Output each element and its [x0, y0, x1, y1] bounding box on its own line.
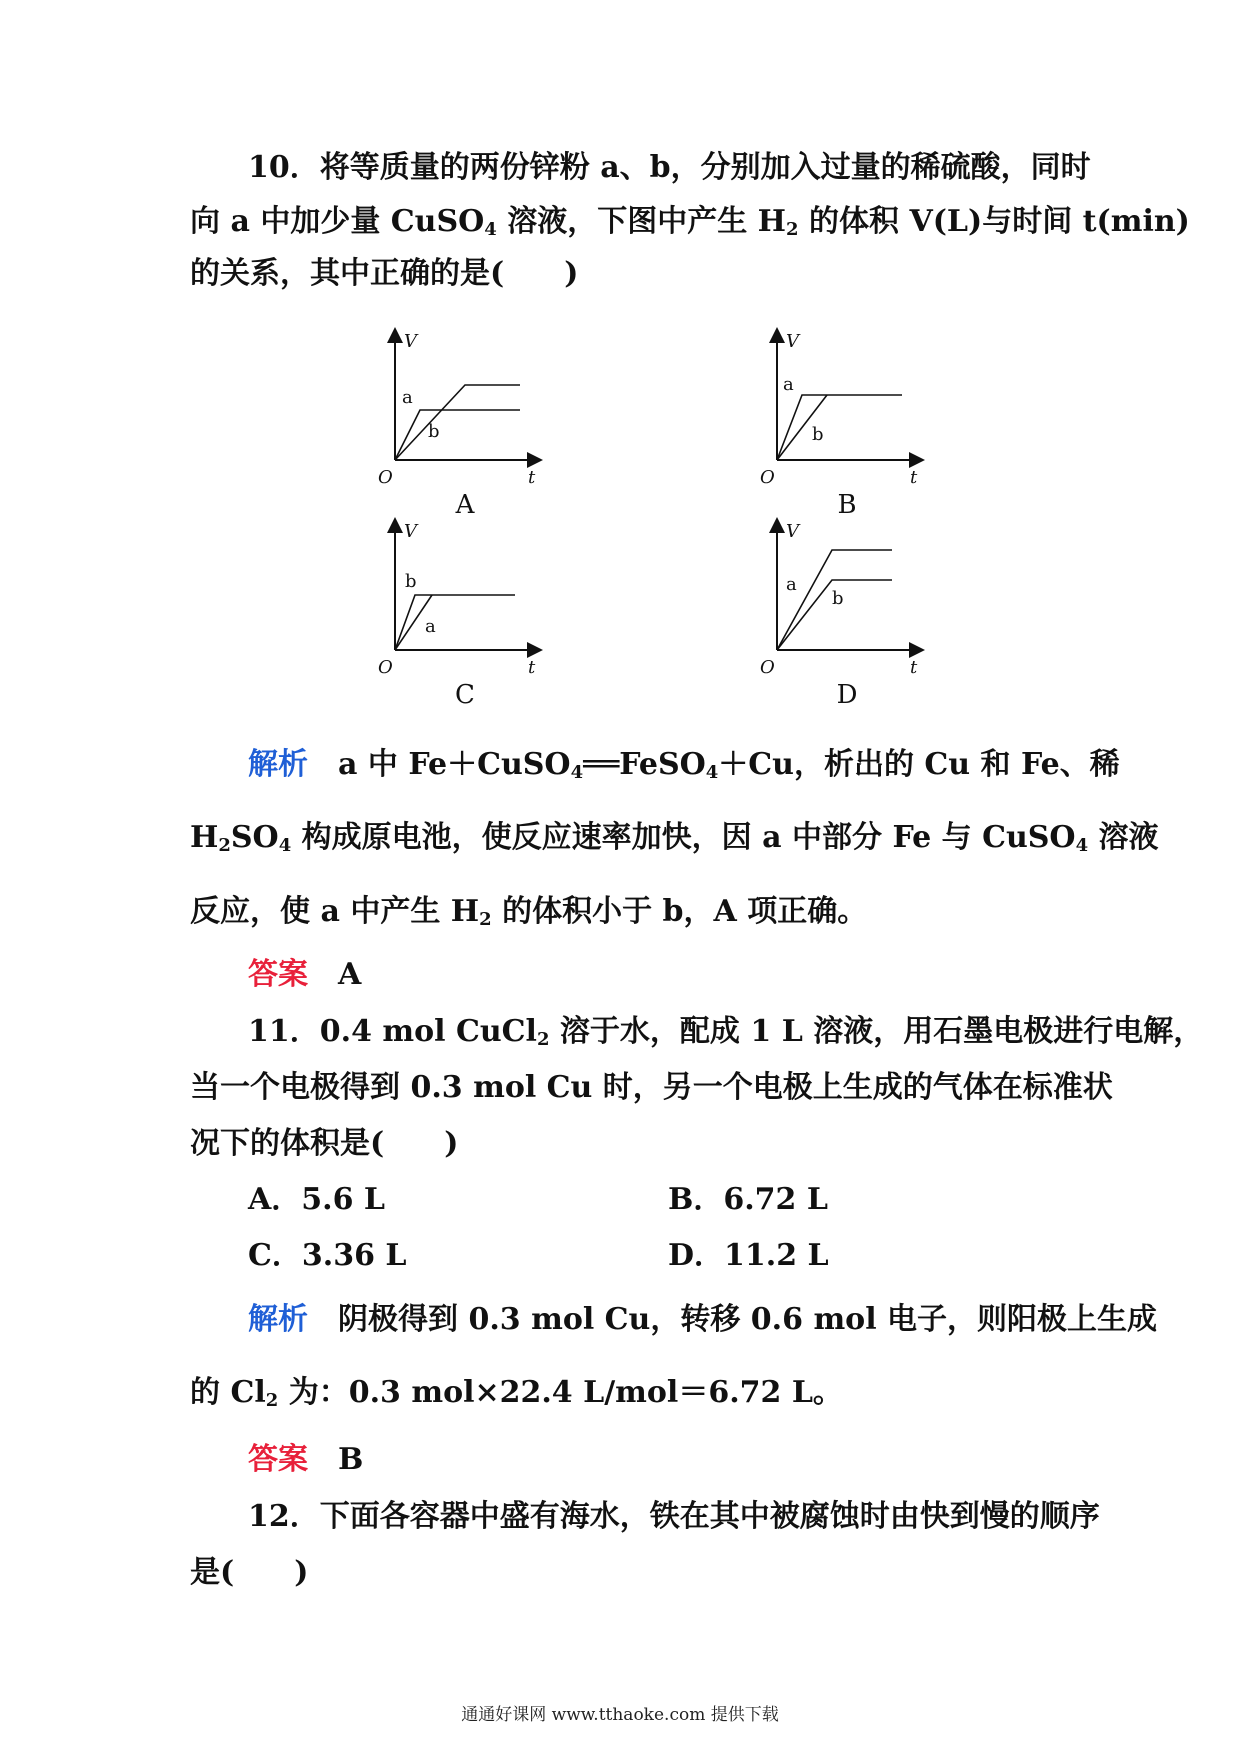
ans10-value: A [338, 957, 362, 992]
graph-b-caption: B [837, 490, 857, 520]
ans10 [248, 955, 361, 995]
sol11-tag: 解析 [248, 1302, 308, 1337]
q12-line-2: 是( ) [190, 1555, 309, 1590]
graph-b-curve-upper [777, 395, 902, 460]
graph-a-t-label: t [528, 467, 536, 485]
graph-a-origin: O [378, 467, 393, 485]
graph-d-v-label: V [786, 521, 799, 542]
graph-c-caption: C [455, 680, 475, 710]
graph-a [370, 325, 550, 485]
ans11-tag: 答案 [248, 1442, 308, 1477]
graph-c-label-a: a [425, 616, 436, 637]
graph-a-label-a: a [402, 387, 413, 408]
q11-option-b: B．6.72 L [668, 1182, 828, 1217]
graph-b-v-label: V [786, 331, 799, 352]
q11-line-1: 11．0.4 mol CuCl$_2$ 溶于水，配成 1 L 溶液，用石墨电极进行电解， [248, 1014, 1204, 1050]
q11-line-3: 况下的体积是( ) [190, 1126, 459, 1161]
ans11 [248, 1440, 363, 1480]
graph-b-t-label: t [910, 467, 918, 485]
graph-c-origin: O [378, 657, 393, 675]
sol10-line-1: 解析 a 中 Fe＋CuSO$_4$══FeSO$_4$＋Cu，析出的 Cu 和 Fe、稀 [248, 747, 1120, 783]
q11-option-d: D．11.2 L [668, 1238, 829, 1273]
q10-line-1: 10．将等质量的两份锌粉 a、b，分别加入过量的稀硫酸，同时 [248, 150, 1091, 185]
page-footer: 通通好课网 www.tthaoke.com 提供下载 [461, 1705, 779, 1725]
sol11-line-2: 的 $Cl_2$ 为：0.3 mol×22.4 L/mol＝6.72 L。 [190, 1375, 843, 1411]
sol10-line-3: 反应，使 a 中产生 $H_2$ 的体积小于 b，A 项正确。 [190, 894, 868, 930]
ans10-tag: 答案 [248, 957, 308, 992]
graph-d-origin: O [760, 657, 775, 675]
q11-line-2: 当一个电极得到 0.3 mol Cu 时，另一个电极上生成的气体在标准状 [190, 1070, 1113, 1105]
ans11-value: B [338, 1442, 364, 1477]
sol11-line-1: 解析 阴极得到 0.3 mol Cu，转移 0.6 mol 电子，则阳极上生成 [248, 1302, 1158, 1337]
graph-b-label-a: a [783, 374, 794, 395]
q12-line-1: 12．下面各容器中盛有海水，铁在其中被腐蚀时由快到慢的顺序 [248, 1499, 1100, 1534]
q11-option-c: C．3.36 L [248, 1238, 407, 1273]
graph-a-curve-lower [395, 410, 520, 460]
graph-c [370, 515, 550, 675]
sol10-line-2: $H_2SO_4$ 构成原电池，使反应速率加快，因 a 中部分 Fe 与 CuSO$_4$ 溶液 [190, 820, 1159, 856]
graph-b [752, 325, 932, 485]
graph-c-v-label: V [404, 521, 417, 542]
q11-option-a: A．5.6 L [248, 1182, 386, 1217]
graph-a-v-label: V [404, 331, 417, 352]
graph-c-label-b: b [405, 571, 417, 592]
graph-c-t-label: t [528, 657, 536, 675]
sol10-tag: 解析 [248, 747, 308, 782]
graph-b-origin: O [760, 467, 775, 485]
graph-d-label-b: b [832, 588, 844, 609]
graph-a-caption: A [455, 490, 475, 520]
graph-a-label-b: b [428, 421, 440, 442]
q10-line-3: 的关系，其中正确的是( ) [190, 256, 579, 291]
graph-d-label-a: a [786, 574, 797, 595]
graph-d-caption: D [836, 680, 858, 710]
graph-d [752, 515, 932, 675]
graph-b-label-b: b [812, 424, 824, 445]
graph-d-t-label: t [910, 657, 918, 675]
q10-line-2: 向 a 中加少量 CuSO$_4$ 溶液，下图中产生 $H_2$ 的体积 V(L)与时间 t(min) [190, 204, 1190, 240]
